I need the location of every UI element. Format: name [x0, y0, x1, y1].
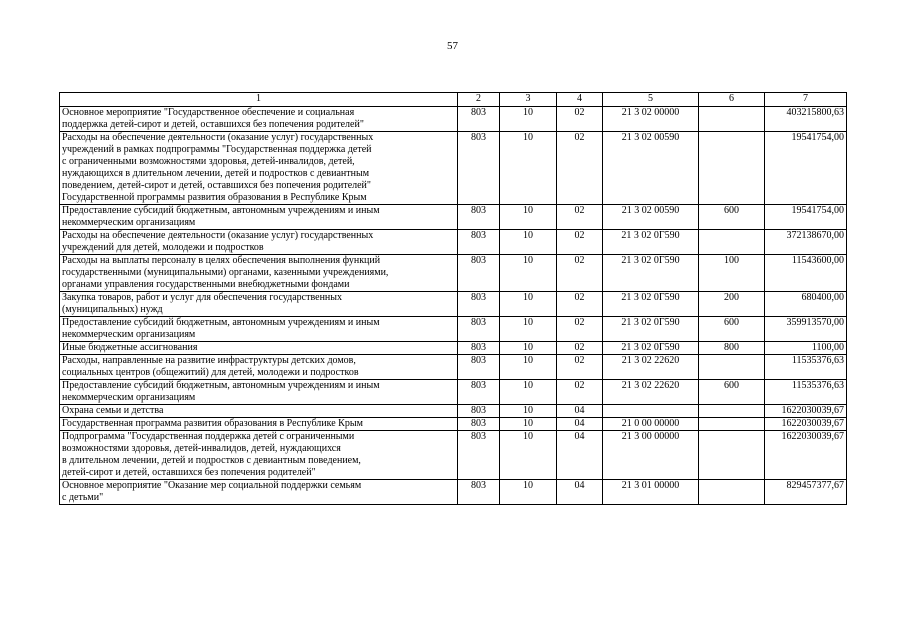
row-col-6 [699, 405, 765, 418]
table-row [60, 380, 847, 405]
row-amount: 403215800,63 [765, 107, 847, 132]
row-description: Расходы, направленные на развитие инфраструктуры детских домов, социальных центров (общежитий) для детей, молодежи и подростков [60, 355, 458, 380]
row-description: Основное мероприятие "Государственное обеспечение и социальная поддержка детей-сирот и детей, оставшихся без попечения родителей" [60, 107, 458, 132]
row-col-2: 803 [458, 107, 500, 132]
row-amount: 1622030039,67 [765, 418, 847, 431]
row-description: Предоставление субсидий бюджетным, автономным учреждениям и иным некоммерческим организациям [60, 380, 458, 405]
table-row [60, 292, 847, 317]
row-col-3: 10 [500, 418, 557, 431]
row-description: Расходы на обеспечение деятельности (оказание услуг) государственных учреждений для детей, молодежи и подростков [60, 230, 458, 255]
row-col-4: 02 [557, 255, 603, 292]
row-description: Предоставление субсидий бюджетным, автономным учреждениям и иным некоммерческим организациям [60, 205, 458, 230]
row-col-6 [699, 132, 765, 205]
row-col-5: 21 3 01 00000 [603, 480, 699, 505]
row-col-6: 600 [699, 205, 765, 230]
row-description: Государственная программа развития образования в Республике Крым [60, 418, 458, 431]
row-col-3: 10 [500, 132, 557, 205]
row-col-3: 10 [500, 230, 557, 255]
page-number: 57 [447, 40, 458, 52]
row-col-3: 10 [500, 107, 557, 132]
table-row [60, 317, 847, 342]
row-col-6: 800 [699, 342, 765, 355]
row-col-5: 21 3 02 00000 [603, 107, 699, 132]
row-col-6 [699, 230, 765, 255]
row-col-4: 04 [557, 418, 603, 431]
row-col-6 [699, 418, 765, 431]
row-col-5: 21 3 02 22620 [603, 355, 699, 380]
row-col-6 [699, 107, 765, 132]
row-amount: 680400,00 [765, 292, 847, 317]
row-col-6: 100 [699, 255, 765, 292]
table-row [60, 205, 847, 230]
table-row [60, 355, 847, 380]
row-amount: 1100,00 [765, 342, 847, 355]
row-col-2: 803 [458, 132, 500, 205]
row-col-2: 803 [458, 418, 500, 431]
row-col-6 [699, 431, 765, 480]
row-col-2: 803 [458, 380, 500, 405]
header-cell: 4 [557, 93, 603, 107]
header-cell: 5 [603, 93, 699, 107]
row-col-2: 803 [458, 292, 500, 317]
table-row [60, 342, 847, 355]
row-col-5: 21 3 02 0Г590 [603, 255, 699, 292]
row-amount: 19541754,00 [765, 205, 847, 230]
row-col-4: 02 [557, 205, 603, 230]
row-col-5: 21 3 00 00000 [603, 431, 699, 480]
row-col-3: 10 [500, 255, 557, 292]
row-col-2: 803 [458, 255, 500, 292]
table-row [60, 431, 847, 480]
row-col-3: 10 [500, 405, 557, 418]
header-cell: 6 [699, 93, 765, 107]
row-amount: 11543600,00 [765, 255, 847, 292]
row-col-6: 600 [699, 317, 765, 342]
row-col-5: 21 3 02 22620 [603, 380, 699, 405]
row-description: Основное мероприятие "Оказание мер социальной поддержки семьям с детьми" [60, 480, 458, 505]
row-col-6 [699, 355, 765, 380]
row-col-2: 803 [458, 342, 500, 355]
header-cell: 2 [458, 93, 500, 107]
row-amount: 359913570,00 [765, 317, 847, 342]
row-col-3: 10 [500, 205, 557, 230]
row-col-2: 803 [458, 405, 500, 418]
row-col-3: 10 [500, 355, 557, 380]
row-col-2: 803 [458, 431, 500, 480]
header-cell: 1 [60, 93, 458, 107]
row-amount: 372138670,00 [765, 230, 847, 255]
table-row [60, 480, 847, 505]
row-description: Иные бюджетные ассигнования [60, 342, 458, 355]
row-description: Расходы на обеспечение деятельности (оказание услуг) государственных учреждений в рамках подпрограммы "Государственная поддержка детей с ограниченными возможностями здоровья, детей-инвалидов, детей, нуждающихся в длительном лечении, детей и подростков с девиантным поведением, детей-сирот и детей, оставшихся без попечения родителей" Государственной программы развития образования в Республике Крым [60, 132, 458, 205]
header-cell: 3 [500, 93, 557, 107]
table-row [60, 230, 847, 255]
row-col-5: 21 3 02 0Г590 [603, 230, 699, 255]
row-col-2: 803 [458, 480, 500, 505]
row-description: Охрана семьи и детства [60, 405, 458, 418]
row-col-4: 02 [557, 355, 603, 380]
row-col-4: 04 [557, 405, 603, 418]
row-description: Подпрограмма "Государственная поддержка детей с ограниченными возможностями здоровья, детей-инвалидов, детей, нуждающихся в длительном лечении, детей и подростков с девиантным поведением, детей-сирот и детей, оставшихся без попечения родителей" [60, 431, 458, 480]
row-description: Предоставление субсидий бюджетным, автономным учреждениям и иным некоммерческим организациям [60, 317, 458, 342]
table-row [60, 418, 847, 431]
row-col-4: 04 [557, 480, 603, 505]
row-col-4: 02 [557, 380, 603, 405]
row-description: Расходы на выплаты персоналу в целях обеспечения выполнения функций государственными (муниципальными) органами, казенными учреждениями, органами управления государственными внебюджетными фондами [60, 255, 458, 292]
row-amount: 11535376,63 [765, 380, 847, 405]
row-col-4: 04 [557, 431, 603, 480]
row-col-6: 600 [699, 380, 765, 405]
table-row [60, 107, 847, 132]
row-col-5: 21 3 02 00590 [603, 132, 699, 205]
row-col-4: 02 [557, 132, 603, 205]
row-col-2: 803 [458, 230, 500, 255]
row-col-5: 21 3 02 0Г590 [603, 317, 699, 342]
row-col-2: 803 [458, 317, 500, 342]
header-row [60, 93, 847, 107]
row-col-3: 10 [500, 292, 557, 317]
row-col-6 [699, 480, 765, 505]
row-col-5: 21 3 02 00590 [603, 205, 699, 230]
row-col-5 [603, 405, 699, 418]
header-cell: 7 [765, 93, 847, 107]
row-col-3: 10 [500, 431, 557, 480]
row-col-4: 02 [557, 342, 603, 355]
row-col-3: 10 [500, 380, 557, 405]
table-row [60, 132, 847, 205]
row-col-3: 10 [500, 317, 557, 342]
table-row [60, 405, 847, 418]
row-col-3: 10 [500, 342, 557, 355]
row-amount: 1622030039,67 [765, 405, 847, 418]
row-col-5: 21 0 00 00000 [603, 418, 699, 431]
budget-table [59, 92, 847, 505]
row-description: Закупка товаров, работ и услуг для обеспечения государственных (муниципальных) нужд [60, 292, 458, 317]
row-col-3: 10 [500, 480, 557, 505]
row-amount: 1622030039,67 [765, 431, 847, 480]
table-row [60, 255, 847, 292]
row-col-6: 200 [699, 292, 765, 317]
row-col-2: 803 [458, 205, 500, 230]
row-col-4: 02 [557, 317, 603, 342]
row-col-2: 803 [458, 355, 500, 380]
row-col-4: 02 [557, 292, 603, 317]
row-col-4: 02 [557, 230, 603, 255]
row-col-5: 21 3 02 0Г590 [603, 292, 699, 317]
table-body [60, 107, 847, 505]
row-col-5: 21 3 02 0Г590 [603, 342, 699, 355]
row-amount: 19541754,00 [765, 132, 847, 205]
row-amount: 829457377,67 [765, 480, 847, 505]
row-col-4: 02 [557, 107, 603, 132]
row-amount: 11535376,63 [765, 355, 847, 380]
